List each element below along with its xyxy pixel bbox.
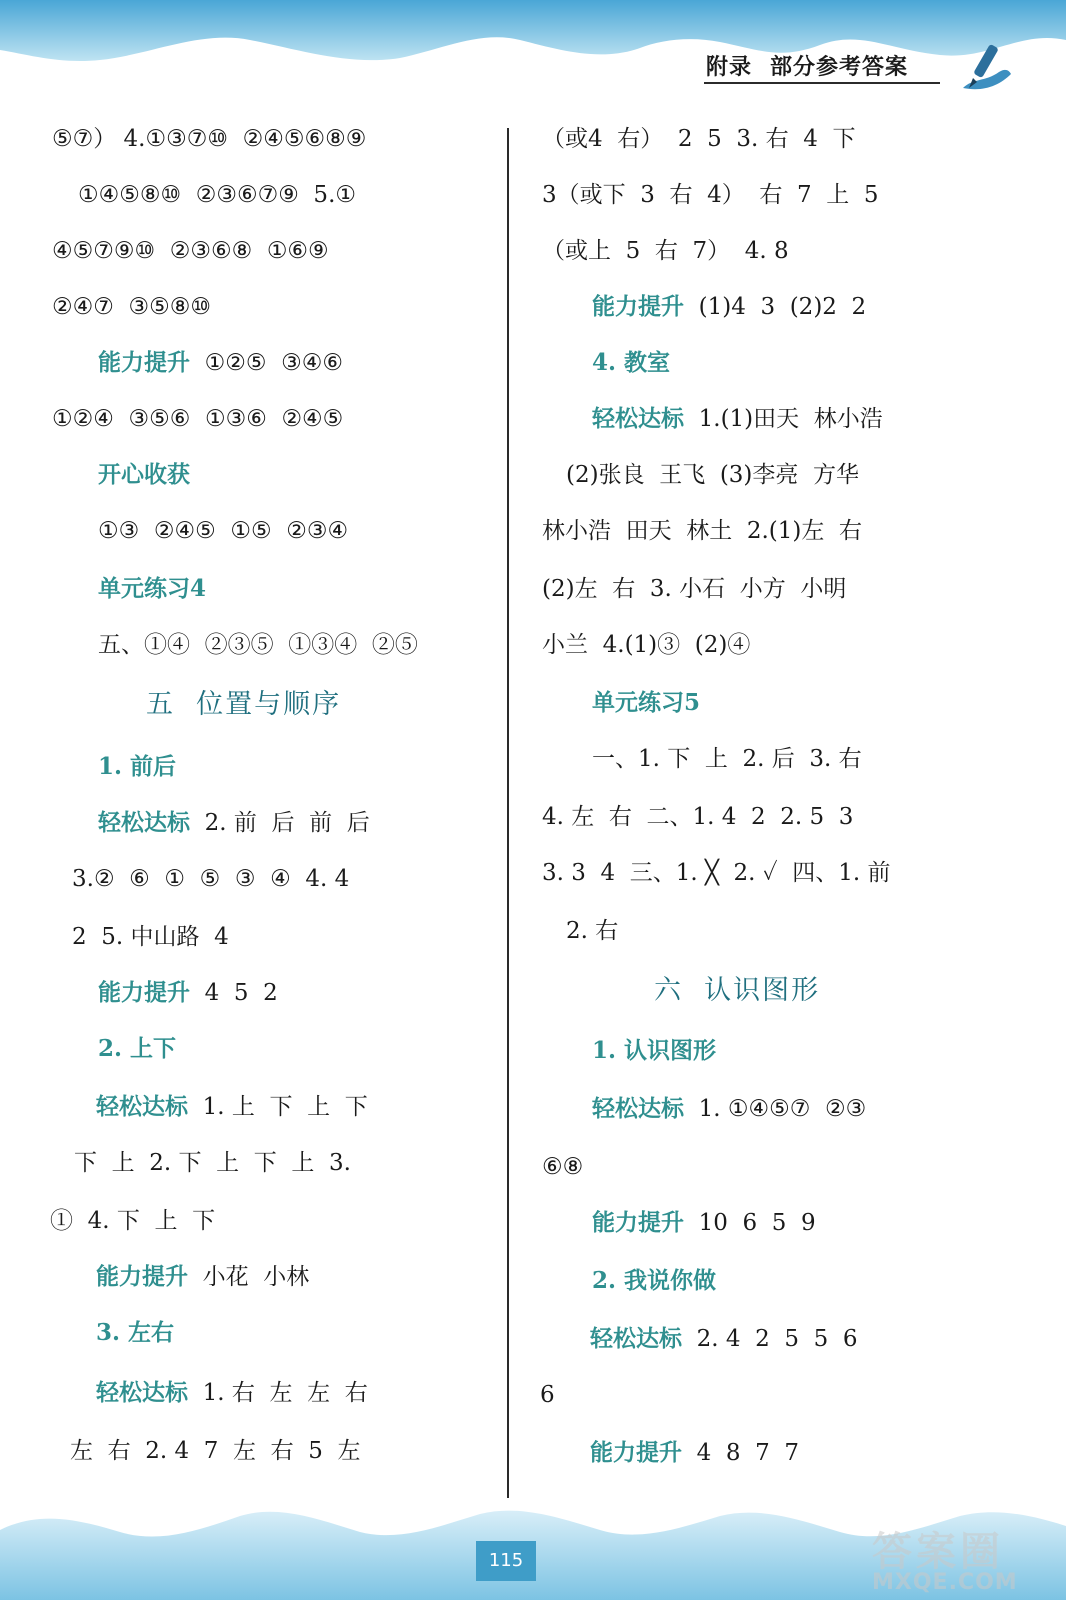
- right-answer-line: 一、1. 下 上 2. 后 3. 右: [592, 746, 862, 772]
- right-answer-line: 4. 左 右 二、1. 4 2 2. 5 3: [542, 804, 854, 830]
- section-label: 能力提升: [592, 1209, 684, 1236]
- left-answer-line: 2. 上下: [98, 1035, 177, 1062]
- answer-text: 小花 小林: [188, 1264, 310, 1290]
- section-label: 轻松达标: [98, 809, 190, 836]
- left-answer-line: [96, 1378, 368, 1408]
- left-answer-line: 1. 前后: [98, 753, 177, 780]
- right-answer-line: 林小浩 田天 林土 2.(1)左 右: [542, 518, 863, 544]
- right-answer-line: [592, 1208, 816, 1238]
- watermark-logo: [872, 1520, 1062, 1600]
- watermark-top: 答案圈: [872, 1529, 1004, 1575]
- pen-icon: [955, 38, 1015, 98]
- left-answer-line: 单元练习4: [98, 575, 207, 602]
- right-answer-line: [590, 1324, 858, 1354]
- left-answer-line: 3.② ⑥ ① ⑤ ③ ④ 4. 4: [72, 866, 350, 892]
- section-label: 能力提升: [98, 979, 190, 1006]
- right-answer-line: ⑥⑧: [542, 1154, 584, 1180]
- right-answer-line: 六 认识图形: [654, 975, 821, 1006]
- watermark-bottom: MXQE.COM: [872, 1570, 1018, 1595]
- answer-text: 4 5 2: [190, 980, 278, 1006]
- section-label: 轻松达标: [590, 1325, 682, 1352]
- answer-text: ①②⑤ ③④⑥: [190, 350, 343, 376]
- left-answer-line: ④⑤⑦⑨⑩ ②③⑥⑧ ①⑥⑨: [52, 238, 329, 264]
- left-answer-line: 下 上 2. 下 上 下 上 3.: [74, 1150, 351, 1176]
- right-answer-line: 4. 教室: [592, 349, 671, 376]
- right-answer-line: （或4 右） 2 5 3. 右 4 下: [542, 126, 856, 152]
- section-label: 能力提升: [590, 1439, 682, 1466]
- page-number: 115: [476, 1541, 536, 1581]
- left-answer-line: [96, 1092, 368, 1122]
- right-answer-line: （或上 5 右 7） 4. 8: [542, 238, 789, 264]
- right-answer-line: [592, 1094, 866, 1124]
- left-answer-line: 左 右 2. 4 7 左 右 5 左: [70, 1438, 361, 1464]
- left-answer-line: 五、①④ ②③⑤ ①③④ ②⑤: [98, 632, 418, 658]
- left-answer-line: ①④⑤⑧⑩ ②③⑥⑦⑨ 5.①: [78, 182, 356, 208]
- section-label: 轻松达标: [592, 405, 684, 432]
- right-answer-line: [592, 292, 866, 322]
- answer-key-label: 部分参考答案: [770, 54, 909, 80]
- left-answer-line: ① 4. 下 上 下: [50, 1208, 216, 1234]
- left-answer-line: [98, 978, 278, 1008]
- right-answer-line: (2)张良 王飞 (3)李亮 方华: [566, 462, 860, 488]
- section-label: 能力提升: [96, 1263, 188, 1290]
- answer-text: 2. 前 后 前 后: [190, 810, 370, 836]
- right-answer-line: 单元练习5: [592, 689, 701, 716]
- appendix-label: 附录: [706, 54, 753, 80]
- section-label: 能力提升: [98, 349, 190, 376]
- section-label: 能力提升: [592, 293, 684, 320]
- left-answer-line: 五 位置与顺序: [146, 689, 342, 720]
- right-answer-line: 6: [540, 1382, 555, 1408]
- right-answer-line: (2)左 右 3. 小石 小方 小明: [542, 576, 847, 602]
- left-answer-line: ②④⑦ ③⑤⑧⑩: [52, 294, 211, 320]
- header-title: [706, 50, 908, 81]
- answer-text: 10 6 5 9: [684, 1210, 816, 1236]
- section-label: 轻松达标: [592, 1095, 684, 1122]
- left-answer-line: 3. 左右: [96, 1319, 175, 1346]
- answer-text: 1. ①④⑤⑦ ②③: [684, 1096, 867, 1122]
- left-answer-line: ①③ ②④⑤ ①⑤ ②③④: [98, 518, 349, 544]
- answer-text: 1. 右 左 左 右: [188, 1380, 368, 1406]
- header-rule: [704, 82, 940, 84]
- left-answer-line: ⑤⑦） 4.①③⑦⑩ ②④⑤⑥⑧⑨: [52, 126, 367, 152]
- left-answer-line: ①②④ ③⑤⑥ ①③⑥ ②④⑤: [52, 406, 344, 432]
- right-answer-line: [590, 1438, 799, 1468]
- left-answer-line: [98, 348, 343, 378]
- answer-text: 1. 上 下 上 下: [188, 1094, 368, 1120]
- answer-text: (1)4 3 (2)2 2: [684, 294, 867, 320]
- column-divider: [507, 128, 509, 1498]
- answer-text: 2. 4 2 5 5 6: [682, 1326, 858, 1352]
- answer-text: 4 8 7 7: [682, 1440, 800, 1466]
- right-answer-line: 3. 3 4 三、1. ╳ 2. ✓ 四、1. 前: [542, 860, 891, 886]
- answer-text: 1.(1)田天 林小浩: [684, 406, 883, 432]
- left-answer-line: [98, 808, 370, 838]
- right-answer-line: 小兰 4.(1)③ (2)④: [542, 632, 751, 658]
- section-label: 轻松达标: [96, 1093, 188, 1120]
- right-answer-line: 2. 右: [566, 918, 619, 944]
- left-answer-line: [96, 1262, 309, 1292]
- section-label: 轻松达标: [96, 1379, 188, 1406]
- left-answer-line: 开心收获: [98, 461, 190, 488]
- left-answer-line: 2 5. 中山路 4: [72, 924, 229, 950]
- right-answer-line: [592, 404, 883, 434]
- right-answer-line: 1. 认识图形: [592, 1037, 717, 1064]
- right-answer-line: 3（或下 3 右 4） 右 7 上 5: [542, 182, 879, 208]
- right-answer-line: 2. 我说你做: [592, 1267, 717, 1294]
